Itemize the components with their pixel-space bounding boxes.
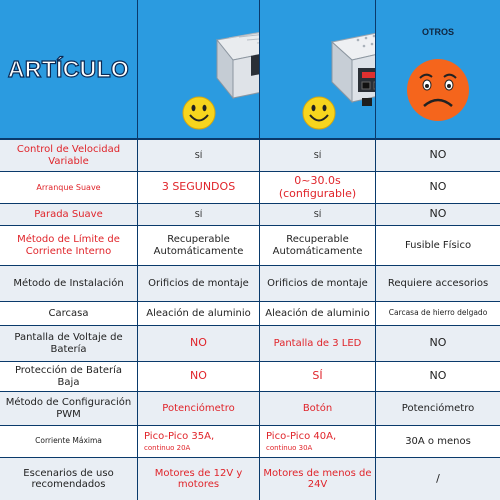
row-label: Arranque Suave	[0, 172, 138, 204]
cell-sub-text: continuo 20A	[144, 444, 191, 453]
page-title: ARTÍCULO	[7, 55, 130, 82]
table-cell: SÍ	[260, 362, 376, 392]
table-cell: Aleación de aluminio	[260, 302, 376, 326]
row-label: Corriente Máxima	[0, 426, 138, 458]
table-cell: SÍ	[260, 140, 376, 172]
table-cell: SÍ	[138, 140, 260, 172]
smiley-face-icon	[182, 96, 216, 130]
table-cell: NO	[376, 204, 500, 226]
row-label: Método de Configuración PWM	[0, 392, 138, 426]
table-cell: Botón	[260, 392, 376, 426]
table-cell: Orificios de montaje	[138, 266, 260, 302]
table-cell: Recuperable Automáticamente	[260, 226, 376, 266]
row-label: Método de Instalación	[0, 266, 138, 302]
table-cell: Orificios de montaje	[260, 266, 376, 302]
sad-face-icon	[406, 58, 470, 122]
cell-sub-text: continuo 30A	[266, 444, 313, 453]
table-cell: Fusible Físico	[376, 226, 500, 266]
table-cell: NO	[376, 362, 500, 392]
table-cell: NO	[376, 326, 500, 362]
table-cell	[138, 426, 260, 458]
table-cell: Recuperable Automáticamente	[138, 226, 260, 266]
table-cell: Pantalla de 3 LED	[260, 326, 376, 362]
row-label: Método de Límite de Corriente Interno	[0, 226, 138, 266]
header-product-2-cell	[260, 0, 376, 140]
row-label: Parada Suave	[0, 204, 138, 226]
smiley-face-icon	[302, 96, 336, 130]
table-cell: SÍ	[260, 204, 376, 226]
row-label: Escenarios de uso recomendados	[0, 458, 138, 500]
table-cell: Potenciómetro	[138, 392, 260, 426]
table-cell: SÍ	[138, 204, 260, 226]
table-cell: Aleación de aluminio	[138, 302, 260, 326]
table-cell: 3 SEGUNDOS	[138, 172, 260, 204]
table-cell: Motores de menos de 24V	[260, 458, 376, 500]
table-cell: 0~30.0s (configurable)	[260, 172, 376, 204]
header-otros-cell	[376, 0, 500, 140]
row-label: Pantalla de Voltaje de Batería	[0, 326, 138, 362]
table-cell: NO	[138, 326, 260, 362]
otros-label: OTROS	[421, 27, 454, 37]
cell-main-text: Pico-Pico 35A,	[144, 430, 215, 442]
header-title-cell	[0, 0, 138, 140]
table-cell: Potenciómetro	[376, 392, 500, 426]
row-label: Carcasa	[0, 302, 138, 326]
table-cell: 30A o menos	[376, 426, 500, 458]
cell-main-text: Pico-Pico 40A,	[266, 430, 337, 442]
row-label: Protección de Batería Baja	[0, 362, 138, 392]
table-cell: /	[376, 458, 500, 500]
table-cell: NO	[138, 362, 260, 392]
table-cell: NO	[376, 140, 500, 172]
table-cell	[260, 426, 376, 458]
table-cell: NO	[376, 172, 500, 204]
row-label: Control de Velocidad Variable	[0, 140, 138, 172]
table-cell: Carcasa de hierro delgado	[376, 302, 500, 326]
table-cell: Motores de 12V y motores	[138, 458, 260, 500]
table-cell: Requiere accesorios	[376, 266, 500, 302]
header-product-1-cell	[138, 0, 260, 140]
